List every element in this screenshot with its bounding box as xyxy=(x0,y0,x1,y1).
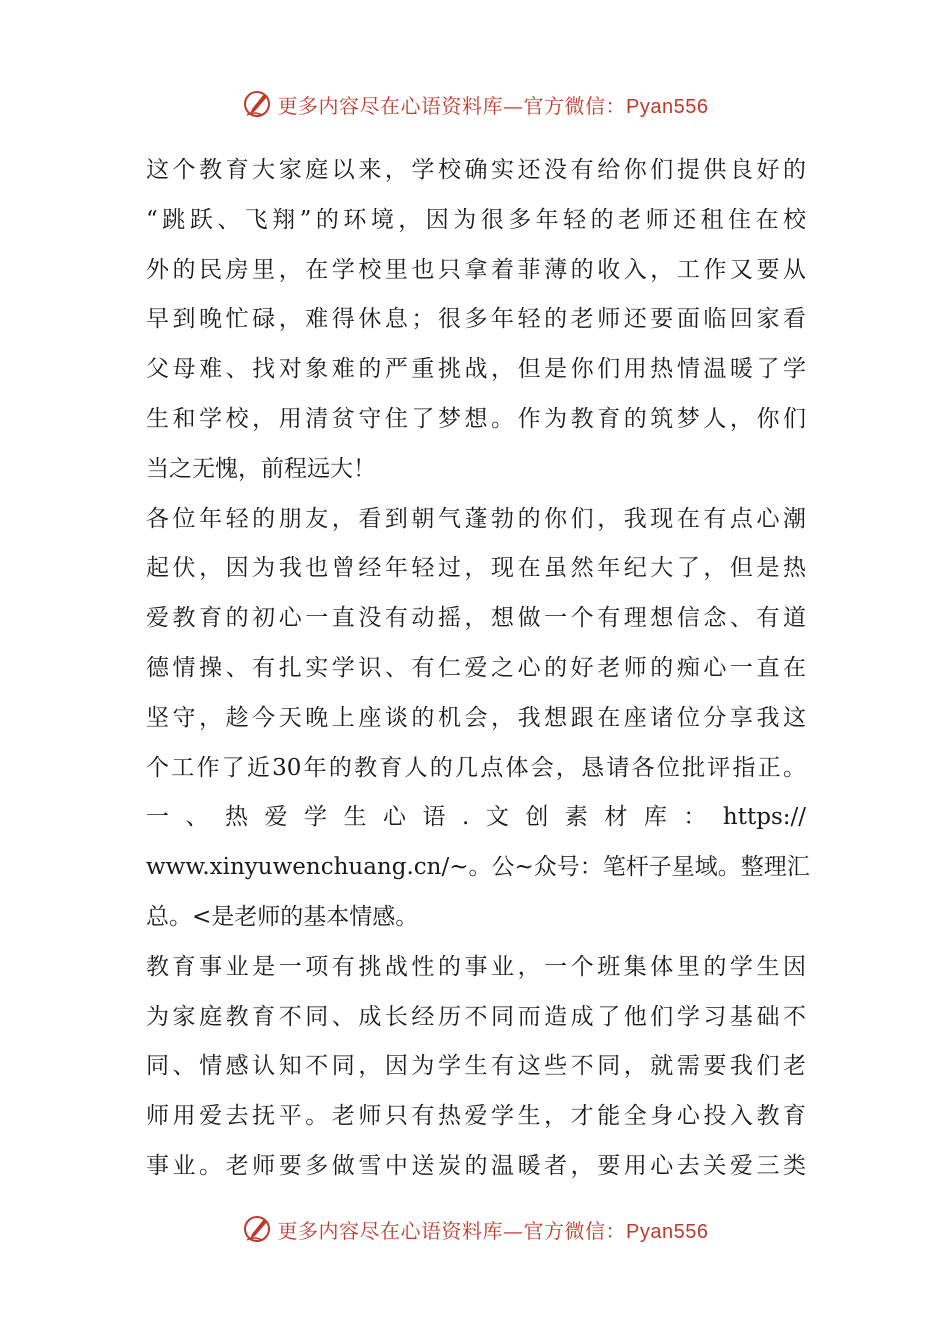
text-line: 生和学校，用清贫守住了梦想。作为教育的筑梦人，你们 xyxy=(146,405,806,432)
wechat-id: Pyan556 xyxy=(626,95,709,118)
footer-banner xyxy=(0,1209,950,1249)
text-line: 起伏，因为我也曾经年轻过，现在虽然年纪大了，但是热 xyxy=(146,555,806,582)
banner-text xyxy=(278,90,709,119)
banner-slogan: 更多内容尽在心语资料库— xyxy=(277,93,524,118)
banner-text xyxy=(278,1215,709,1244)
text-line: 各位年轻的朋友，看到朝气蓬勃的你们，我现在有点心潮 xyxy=(146,505,806,532)
text-line: 坚守，趁今天晚上座谈的机会，我想跟在座诸位分享我这 xyxy=(146,704,806,731)
quill-pen-logo-icon xyxy=(242,89,272,119)
text-line: 一、热爱学生心语.文创素材库：https:// xyxy=(146,804,806,831)
header-banner xyxy=(0,84,950,124)
text-line: 当之无愧，前程远大！ xyxy=(146,455,376,482)
text-line: 德情操、有扎实学识、有仁爱之心的好老师的痴心一直在 xyxy=(146,654,806,681)
text-line: 事业。老师要多做雪中送炭的温暖者，要用心去关爱三类 xyxy=(146,1152,806,1179)
text-line: 为家庭教育不同、成长经历不同而造成了他们学习基础不 xyxy=(146,1003,806,1030)
text-line: “跳跃、飞翔”的环境，因为很多年轻的老师还租住在校 xyxy=(146,206,806,233)
banner-slogan: 更多内容尽在心语资料库— xyxy=(277,1218,524,1243)
text-line: 总。<是老师的基本情感。 xyxy=(146,903,419,930)
text-line: 同、情感认知不同，因为学生有这些不同，就需要我们老 xyxy=(146,1053,806,1080)
text-line: 这个教育大家庭以来，学校确实还没有给你们提供良好的 xyxy=(146,157,806,183)
wechat-label: 官方微信： xyxy=(523,93,627,118)
text-line: 爱教育的初心一直没有动摇，想做一个有理想信念、有道 xyxy=(146,605,806,632)
wechat-label: 官方微信： xyxy=(523,1218,627,1243)
text-line: 个工作了近30年的教育人的几点体会，恳请各位批评指正。 xyxy=(146,754,806,781)
text-line: 教育事业是一项有挑战性的事业，一个班集体里的学生因 xyxy=(146,953,806,980)
text-line: 父母难、找对象难的严重挑战，但是你们用热情温暖了学 xyxy=(146,356,806,383)
quill-pen-logo-icon xyxy=(242,1214,272,1244)
text-line: 师用爱去抚平。老师只有热爱学生，才能全身心投入教育 xyxy=(146,1103,806,1130)
text-line: 早到晚忙碌，难得休息；很多年轻的老师还要面临回家看 xyxy=(146,306,806,333)
text-line: 外的民房里，在学校里也只拿着菲薄的收入，工作又要从 xyxy=(146,256,806,283)
wechat-id: Pyan556 xyxy=(626,1220,709,1243)
document-body xyxy=(146,146,810,1192)
text-line: www.xinyuwenchuang.cn/~。公~众号：笔杆子星域。整理汇 xyxy=(146,854,810,881)
